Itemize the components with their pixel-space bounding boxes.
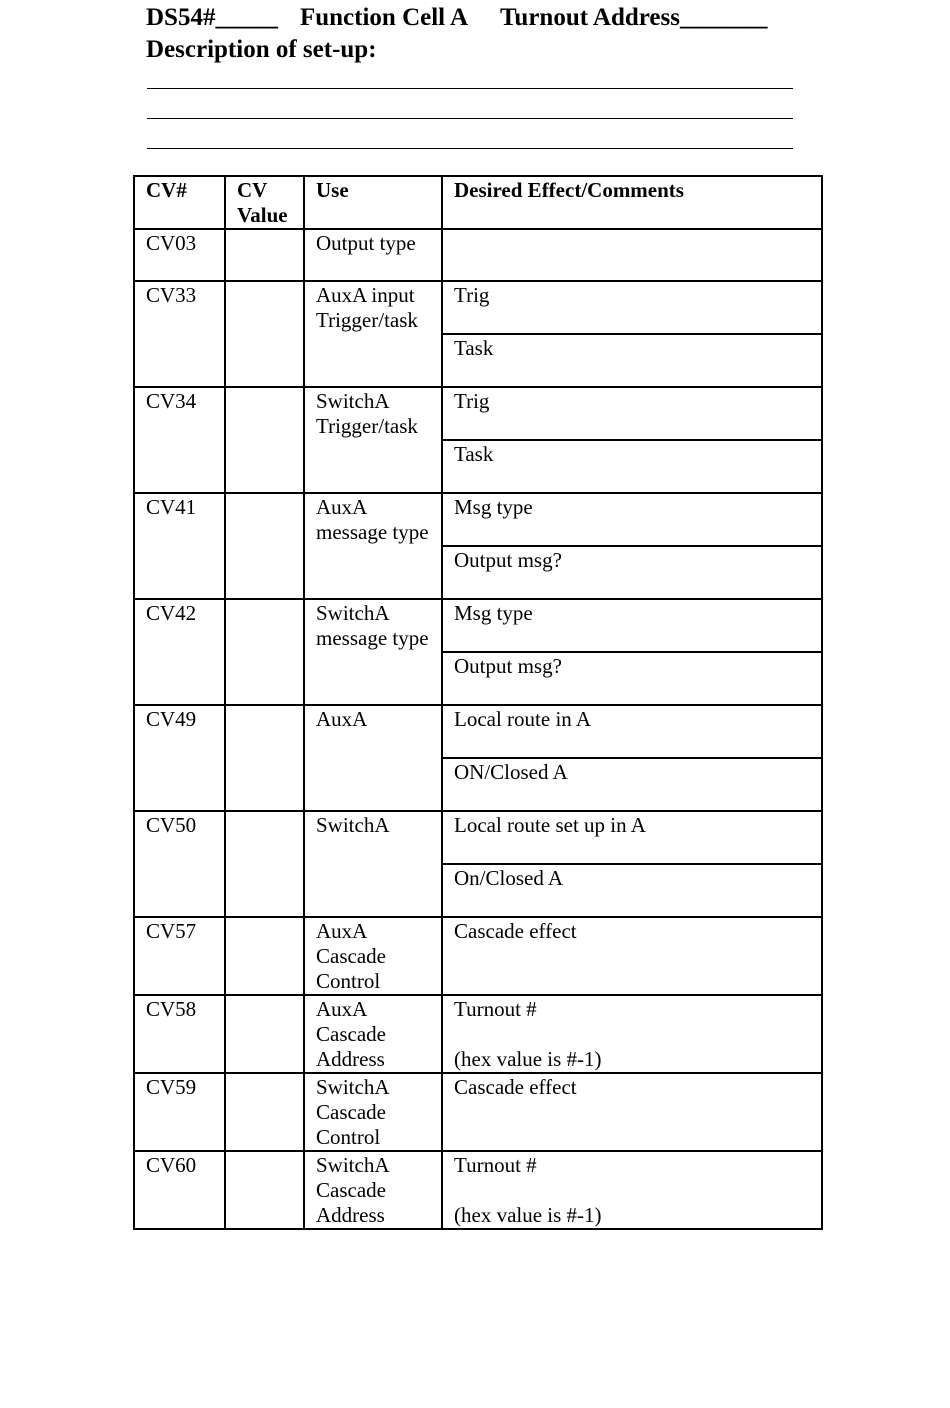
cv-value-cell[interactable] [225, 493, 304, 599]
cv-value-cell[interactable] [225, 811, 304, 917]
effect-cell[interactable] [442, 1151, 822, 1229]
cv-cell: CV33 [134, 281, 225, 387]
cv-value-cell[interactable] [225, 995, 304, 1073]
use-cell: SwitchA Cascade Control [304, 1073, 442, 1151]
description-line-3 [147, 148, 793, 149]
col-header-cv: CV# [134, 176, 225, 229]
description-line-2 [147, 118, 793, 119]
cv-cell: CV50 [134, 811, 225, 917]
use-cell: AuxA input Trigger/task [304, 281, 442, 387]
effect-subfield[interactable]: On/Closed A [454, 866, 564, 890]
effect-cell[interactable] [442, 995, 822, 1073]
effect-text: Turnout # [454, 997, 537, 1021]
table-header-row [134, 176, 822, 229]
effect-cell [442, 811, 822, 917]
use-cell: SwitchA Trigger/task [304, 387, 442, 493]
use-cell: AuxA Cascade Control [304, 917, 442, 995]
table-row [134, 229, 822, 281]
effect-subfield[interactable]: Trig [443, 388, 821, 441]
table-row [134, 1073, 822, 1151]
effect-cell[interactable]: Cascade effect [442, 1073, 822, 1151]
effect-subfield[interactable]: Local route in A [443, 706, 821, 759]
table-row [134, 493, 822, 599]
table-row [134, 811, 822, 917]
effect-subfield[interactable]: ON/Closed A [454, 760, 568, 784]
table-row [134, 995, 822, 1073]
effect-subfield[interactable]: Output msg? [454, 548, 562, 572]
effect-cell[interactable] [442, 229, 822, 281]
effect-cell [442, 599, 822, 705]
cv-cell: CV49 [134, 705, 225, 811]
cv-cell: CV60 [134, 1151, 225, 1229]
table-row [134, 281, 822, 387]
cv-cell: CV03 [134, 229, 225, 281]
cv-cell: CV41 [134, 493, 225, 599]
use-cell: SwitchA message type [304, 599, 442, 705]
description-line-1 [147, 88, 793, 89]
cv-cell: CV59 [134, 1073, 225, 1151]
cv-value-cell[interactable] [225, 705, 304, 811]
cell-label: Function Cell A [299, 4, 469, 31]
use-cell: AuxA [304, 705, 442, 811]
use-cell: Output type [304, 229, 442, 281]
effect-text: Turnout # [454, 1153, 537, 1177]
form-title [146, 4, 768, 32]
hex-note: (hex value is #-1) [454, 1047, 602, 1071]
col-header-use: Use [304, 176, 442, 229]
table-row [134, 917, 822, 995]
effect-cell [442, 493, 822, 599]
cv-value-cell[interactable] [225, 917, 304, 995]
cv-value-cell[interactable] [225, 281, 304, 387]
cv-value-cell[interactable] [225, 229, 304, 281]
col-header-effect: Desired Effect/Comments [442, 176, 822, 229]
table-row [134, 1151, 822, 1229]
cv-value-cell[interactable] [225, 387, 304, 493]
effect-subfield[interactable]: Task [454, 336, 494, 360]
hex-note: (hex value is #-1) [454, 1203, 602, 1227]
description-label: Description of set-up: [146, 36, 377, 63]
model-field-label: DS54#_____ [146, 4, 278, 31]
turnout-address-label: Turnout Address_______ [500, 4, 768, 31]
use-cell: SwitchA Cascade Address [304, 1151, 442, 1229]
cv-cell: CV42 [134, 599, 225, 705]
use-cell: AuxA Cascade Address [304, 995, 442, 1073]
effect-subfield[interactable]: Trig [443, 282, 821, 335]
effect-cell [442, 281, 822, 387]
table-row [134, 387, 822, 493]
col-header-cv-value: CV Value [225, 176, 304, 229]
effect-subfield[interactable]: Local route set up in A [443, 812, 821, 865]
effect-cell [442, 387, 822, 493]
cv-cell: CV34 [134, 387, 225, 493]
effect-subfield[interactable]: Msg type [443, 600, 821, 653]
effect-cell [442, 705, 822, 811]
cv-table [133, 175, 823, 1230]
use-cell: AuxA message type [304, 493, 442, 599]
cv-value-cell[interactable] [225, 1073, 304, 1151]
table-row [134, 599, 822, 705]
effect-cell[interactable]: Cascade effect [442, 917, 822, 995]
effect-subfield[interactable]: Output msg? [454, 654, 562, 678]
effect-subfield[interactable]: Task [454, 442, 494, 466]
cv-value-cell[interactable] [225, 1151, 304, 1229]
cv-value-cell[interactable] [225, 599, 304, 705]
effect-subfield[interactable]: Msg type [443, 494, 821, 547]
use-cell: SwitchA [304, 811, 442, 917]
cv-cell: CV58 [134, 995, 225, 1073]
table-row [134, 705, 822, 811]
cv-cell: CV57 [134, 917, 225, 995]
